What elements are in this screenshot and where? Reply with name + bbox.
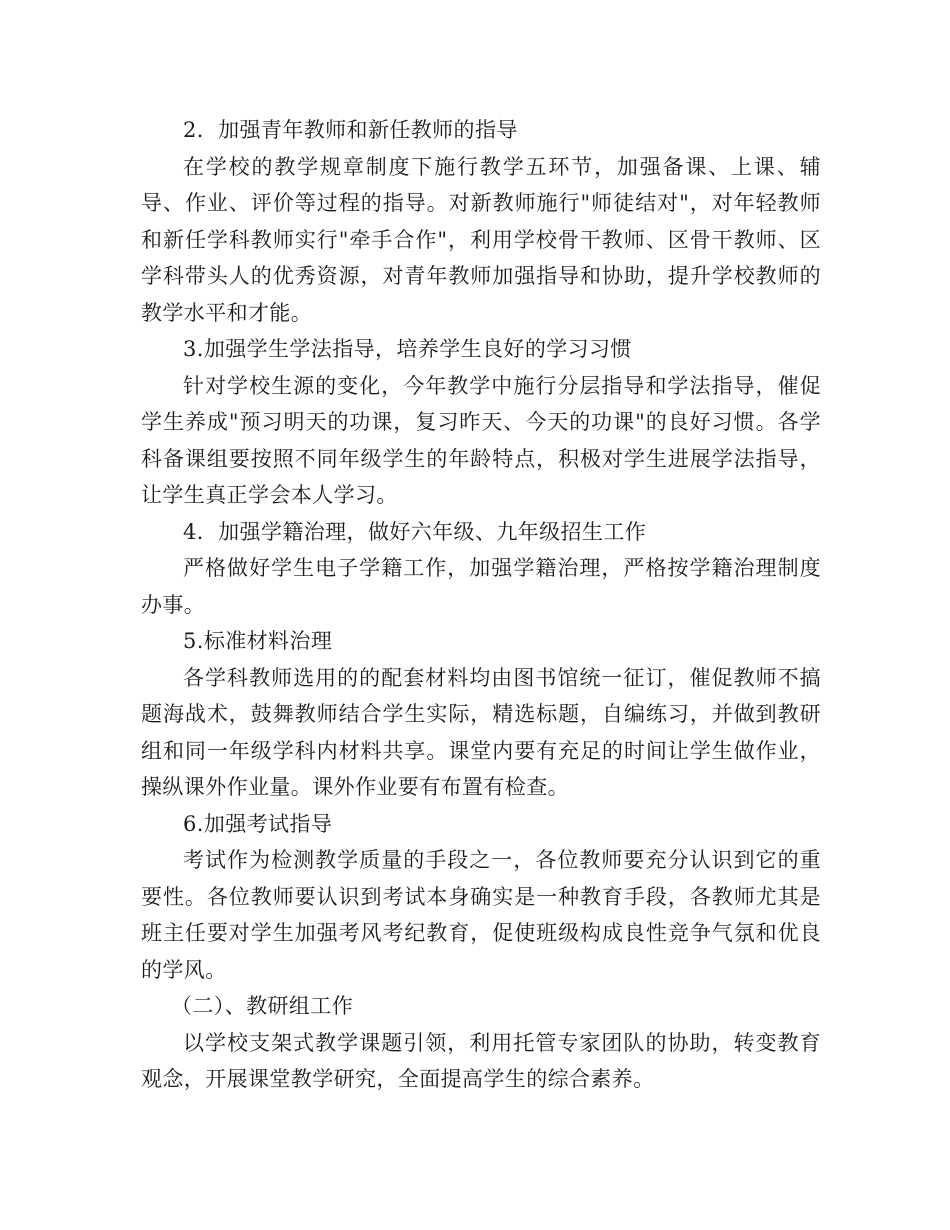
section-heading-enrollment: 4．加强学籍治理，做好六年级、九年级招生工作 bbox=[183, 519, 647, 544]
paragraph-study-methods: 针对学校生源的变化，今年教学中施行分层指导和学法指导，催促学生养成"预习明天的功课，复习昨天、今天的功课"的良好习惯。各学科备课组要按照不同年级学生的年龄特点，积极对学生进展学法指导，让学生真正学会本人学习。 bbox=[141, 373, 821, 507]
document-body bbox=[141, 112, 821, 1098]
section-heading-study-methods: 3.加强学生学法指导，培养学生良好的学习习惯 bbox=[183, 337, 632, 361]
section-heading-young-teachers: 2．加强青年教师和新任教师的指导 bbox=[183, 118, 518, 142]
paragraph-research-group: 以学校支架式教学课题引领，利用托管专家团队的协助，转变教育观念，开展课堂教学研究，全面提高学生的综合素养。 bbox=[141, 1030, 821, 1091]
paragraph-materials: 各学科教师选用的的配套材料均由图书馆统一征订，催促教师不搞题海战术，鼓舞教师结合学生实际，精选标题，自编练习，并做到教研组和同一年级学科内材料共享。课堂内要有充足的时间让学生做作业，操纵课外作业量。课外作业要有布置有检查。 bbox=[141, 665, 821, 799]
paragraph-enrollment: 严格做好学生电子学籍工作，加强学籍治理，严格按学籍治理制度办事。 bbox=[141, 556, 821, 617]
section-heading-materials: 5.标准材料治理 bbox=[183, 629, 333, 653]
paragraph-young-teachers: 在学校的教学规章制度下施行教学五环节，加强备课、上课、辅导、作业、评价等过程的指导。对新教师施行"师徒结对"，对年轻教师和新任学科教师实行"牵手合作"，利用学校骨干教师、区骨干教师、区学科带头人的优秀资源，对青年教师加强指导和协助，提升学校教师的教学水平和才能。 bbox=[141, 154, 821, 325]
section-heading-research-group: （二）、教研组工作 bbox=[171, 994, 354, 1018]
paragraph-exams: 考试作为检测教学质量的手段之一，各位教师要充分认识到它的重要性。各位教师要认识到考试本身确实是一种教育手段，各教师尤其是班主任要对学生加强考风考纪教育，促使班级构成良性竞争气氛和优良的学风。 bbox=[141, 848, 821, 982]
section-heading-exams: 6.加强考试指导 bbox=[183, 811, 333, 836]
